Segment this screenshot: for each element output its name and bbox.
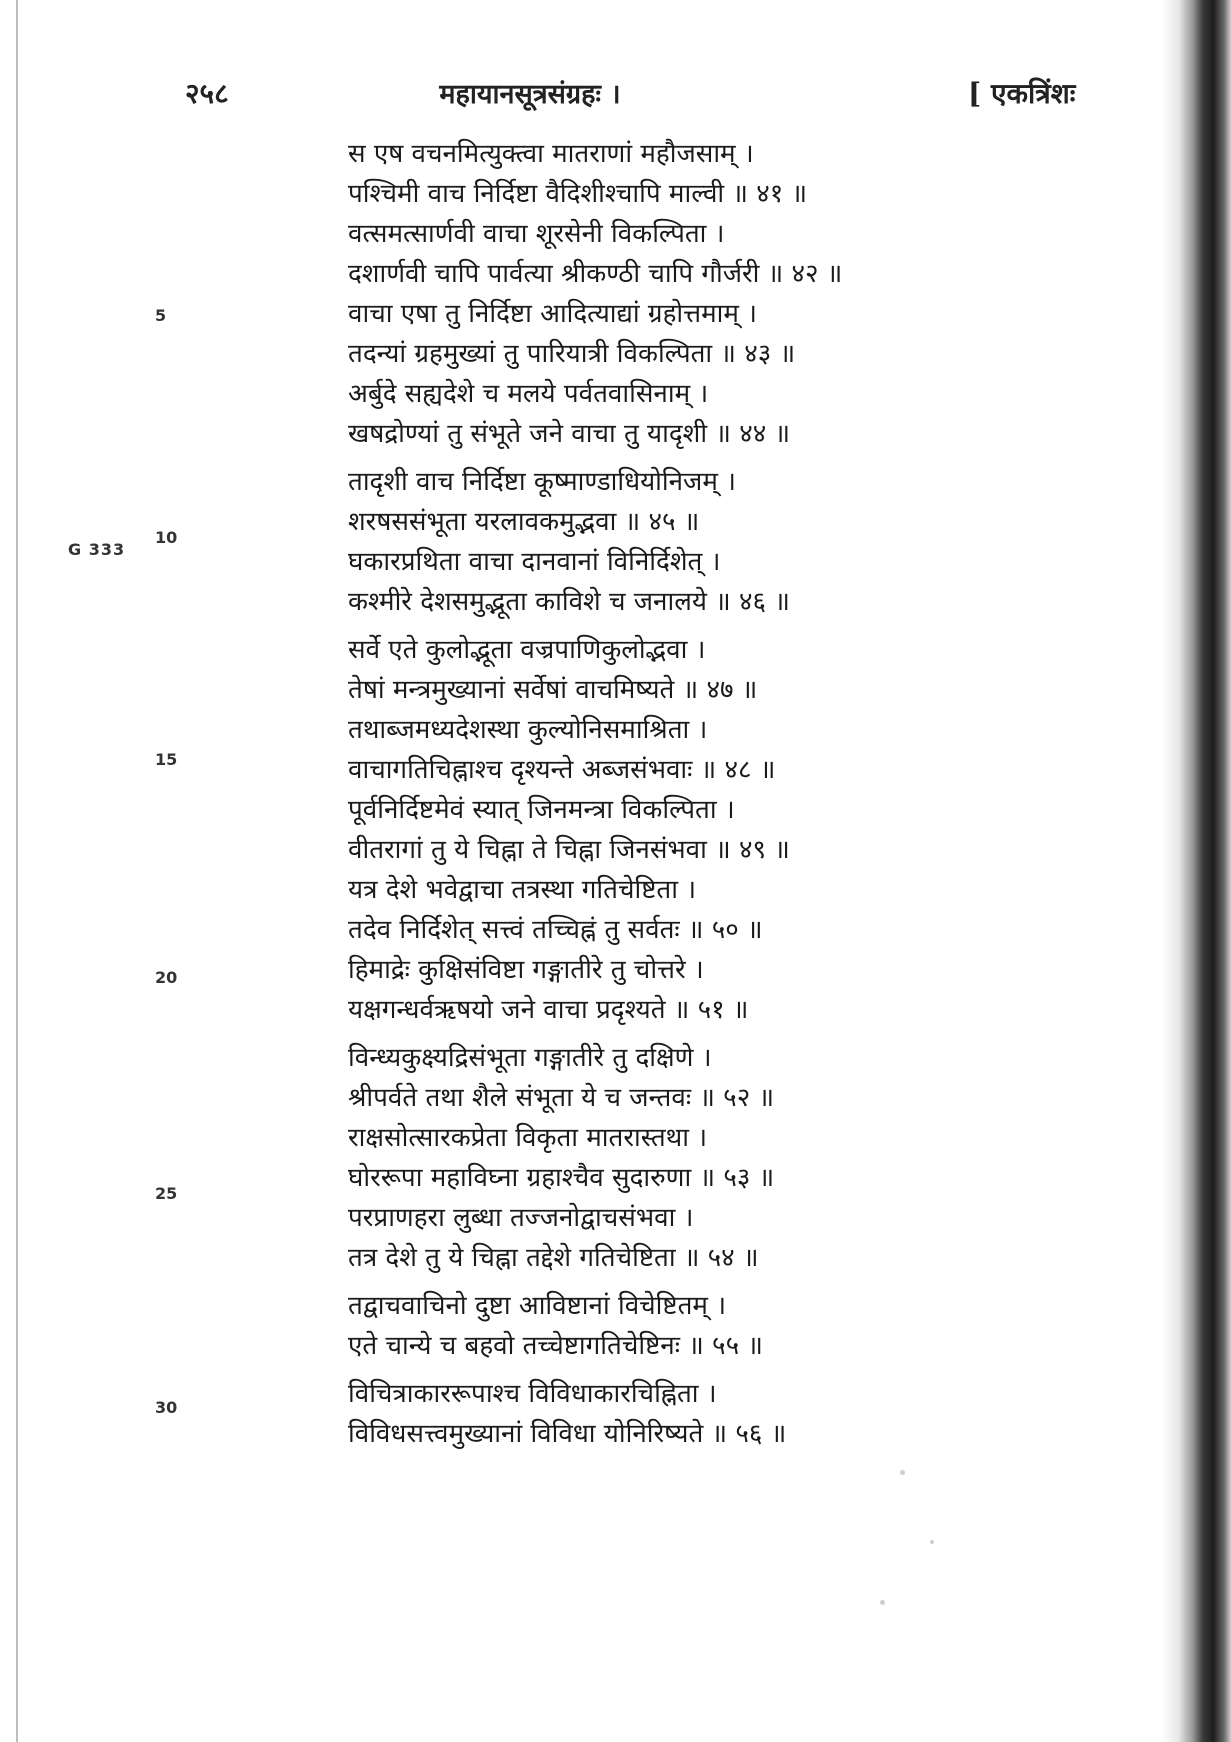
verse-line: वीतरागां तु ये चिह्ना ते चिह्ना जिनसंभवा ॥ ४९ ॥ (348, 835, 790, 865)
verse-line: राक्षसोत्सारकप्रेता विकृता मातरास्तथा । (348, 1123, 708, 1153)
paper-speck (900, 1470, 905, 1475)
marginal-reference: G 333 (68, 540, 126, 559)
verse-line: विविधसत्त्वमुख्यानां विविधा योनिरिष्यते ॥ ५६ ॥ (348, 1419, 787, 1449)
verse-line: दशार्णवी चापि पार्वत्या श्रीकण्ठी चापि गौर्जरी ॥ ४२ ॥ (348, 259, 843, 289)
verse-line: हिमाद्रेः कुक्षिसंविष्टा गङ्गातीरे तु चोत्तरे । (348, 955, 704, 985)
verse-line: तद्वाचवाचिनो दुष्टा आविष्टानां विचेष्टितम् । (348, 1291, 727, 1321)
verse-block (348, 134, 968, 1454)
line-number: 15 (155, 750, 178, 769)
verse-line: स एष वचनमित्युक्त्वा मातराणां महौजसाम् । (348, 139, 754, 169)
paper-speck (880, 1600, 885, 1605)
verse-line: विचित्राकाररूपाश्च विविधाकारचिह्निता । (348, 1379, 717, 1409)
running-title: महायानसूत्रसंग्रहः । (439, 79, 621, 110)
verse-line: घोररूपा महाविघ्ना ग्रहाश्चैव सुदारुणा ॥ ५३ ॥ (348, 1163, 775, 1193)
chapter-label: [ एकत्रिंशः (968, 77, 1076, 110)
line-number: 5 (155, 306, 167, 325)
verse-line: अर्बुदे सह्यदेशे च मलये पर्वतवासिनाम् । (348, 379, 709, 409)
verse-line: वाचा एषा तु निर्दिष्टा आदित्याद्यां ग्रहोत्तमाम् । (348, 299, 758, 329)
binding-gutter (1161, 0, 1231, 1742)
verse-line: श्रीपर्वते तथा शैले संभूता ये च जन्तवः ॥ ५२ ॥ (348, 1083, 775, 1113)
page-header (0, 70, 1160, 114)
verse-line: वाचागतिचिह्नाश्च दृश्यन्ते अब्जसंभवाः ॥ ४८ ॥ (348, 755, 776, 785)
verse-line: शरषससंभूता यरलावकमुद्भवा ॥ ४५ ॥ (348, 507, 700, 537)
verse-line: तदेव निर्दिशेत् सत्त्वं तच्चिह्नं तु सर्वतः ॥ ५० ॥ (348, 915, 763, 945)
verse-line: परप्राणहरा लुब्धा तज्जनोद्वाचसंभवा । (348, 1203, 694, 1233)
verse-line: सर्वे एते कुलोद्भूता वज्रपाणिकुलोद्भवा । (348, 635, 706, 665)
paper-speck (930, 1540, 934, 1544)
verse-line: यक्षगन्धर्वऋषयो जने वाचा प्रदृश्यते ॥ ५१ ॥ (348, 995, 749, 1025)
verse-line: तथाब्जमध्यदेशस्था कुल्योनिसमाश्रिता । (348, 715, 708, 745)
line-number: 10 (155, 528, 178, 547)
verse-line: तदन्यां ग्रहमुख्यां तु पारियात्री विकल्पिता ॥ ४३ ॥ (348, 339, 796, 369)
verse-line: खषद्रोण्यां तु संभूते जने वाचा तु यादृशी ॥ ४४ ॥ (348, 419, 791, 449)
verse-line: एते चान्ये च बहवो तच्चेष्टागतिचेष्टिनः ॥ ५५ ॥ (348, 1331, 763, 1361)
page-number: २५८ (185, 77, 229, 110)
verse-line: वत्समत्सार्णवी वाचा शूरसेनी विकल्पिता । (348, 219, 725, 249)
verse-line: तेषां मन्त्रमुख्यानां सर्वेषां वाचमिष्यते ॥ ४७ ॥ (348, 675, 758, 705)
verse-line: कश्मीरे देशसमुद्भूता काविशे च जनालये ॥ ४६ ॥ (348, 587, 790, 617)
verse-line: पश्चिमी वाच निर्दिष्टा वैदिशीश्चापि माल्वी ॥ ४१ ॥ (348, 179, 808, 209)
verse-line: पूर्वनिर्दिष्टमेवं स्यात् जिनमन्त्रा विकल्पिता । (348, 795, 735, 825)
verse-line: तादृशी वाच निर्दिष्टा कूष्माण्डाधियोनिजम् । (348, 467, 737, 497)
left-edge-rule (16, 0, 18, 1742)
verse-line: घकारप्रथिता वाचा दानवानां विनिर्दिशेत् । (348, 547, 721, 577)
verse-line: विन्ध्यकुक्ष्यद्रिसंभूता गङ्गातीरे तु दक्षिणे । (348, 1043, 712, 1073)
verse-line: तत्र देशे तु ये चिह्ना तद्देशे गतिचेष्टिता ॥ ५४ ॥ (348, 1243, 759, 1273)
line-number: 25 (155, 1184, 178, 1203)
verse-line: यत्र देशे भवेद्वाचा तत्रस्था गतिचेष्टिता । (348, 875, 697, 905)
line-number: 30 (155, 1398, 178, 1417)
line-number: 20 (155, 968, 178, 987)
